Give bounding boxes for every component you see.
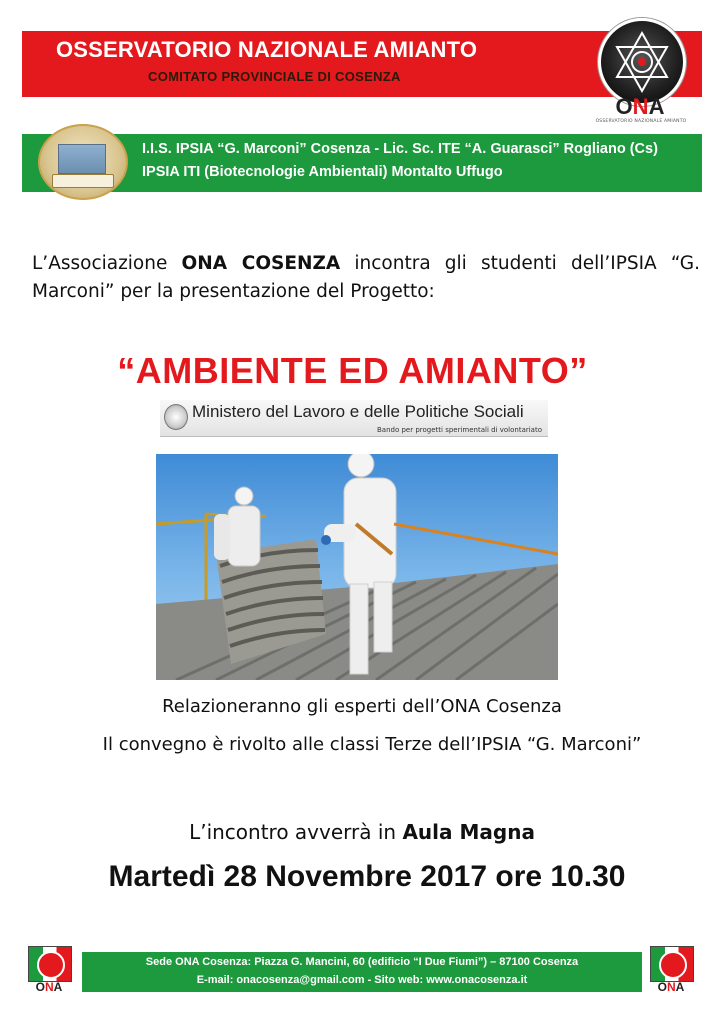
ona-logo-wordmark: ONA [615, 94, 665, 119]
footer-ona-logo-left: ONA [24, 946, 74, 996]
org-name: ONA COSENZA [181, 253, 341, 274]
intro-paragraph: L’Associazione ONA COSENZA incontra gli studenti dell’IPSIA “G. Marconi” per la presentazione del Progetto: [32, 253, 700, 302]
venue-name: Aula Magna [402, 820, 535, 844]
asbestos-removal-photo [156, 454, 558, 680]
ona-logo-caption: OSSERVATORIO NAZIONALE AMIANTO [595, 119, 687, 124]
project-title: “AMBIENTE ED AMIANTO” [117, 350, 588, 391]
footer-address: Sede ONA Cosenza: Piazza G. Mancini, 60 (edificio “I Due Fiumi”) – 87100 Cosenza [145, 956, 579, 968]
audience-text: Il convegno è rivolto alle classi Terze dell’IPSIA “G. Marconi” [102, 734, 642, 755]
school-line-2: IPSIA ITI (Biotecnologie Ambientali) Montalto Uffugo [142, 164, 503, 180]
footer-band [82, 952, 642, 992]
school-building-graphic [58, 144, 106, 174]
event-datetime: Martedì 28 Novembre 2017 ore 10.30 [108, 860, 626, 893]
ministry-bando: Bando per progetti sperimentali di volontariato [377, 426, 542, 434]
venue-text: L’incontro avverrà in Aula Magna [189, 820, 535, 844]
ministry-banner [160, 400, 548, 437]
school-line-1: I.I.S. IPSIA “G. Marconi” Cosenza - Lic. Sc. ITE “A. Guarasci” Rogliano (Cs) [142, 141, 658, 157]
open-book-graphic [52, 174, 114, 188]
speakers-text: Relazioneranno gli esperti dell’ONA Cosenza [162, 696, 562, 717]
header-subtitle: COMITATO PROVINCIALE DI COSENZA [148, 69, 401, 84]
ministry-name: Ministero del Lavoro e delle Politiche Sociali [192, 402, 524, 421]
footer-contacts: E-mail: onacosenza@gmail.com - Sito web: www.onacosenza.it [196, 974, 528, 986]
italian-republic-emblem-icon [164, 404, 188, 430]
header-title: OSSERVATORIO NAZIONALE AMIANTO [56, 37, 478, 62]
ona-star-logo-icon [598, 18, 686, 106]
school-crest-icon [38, 124, 128, 200]
footer-ona-logo-right: ONA [646, 946, 696, 996]
